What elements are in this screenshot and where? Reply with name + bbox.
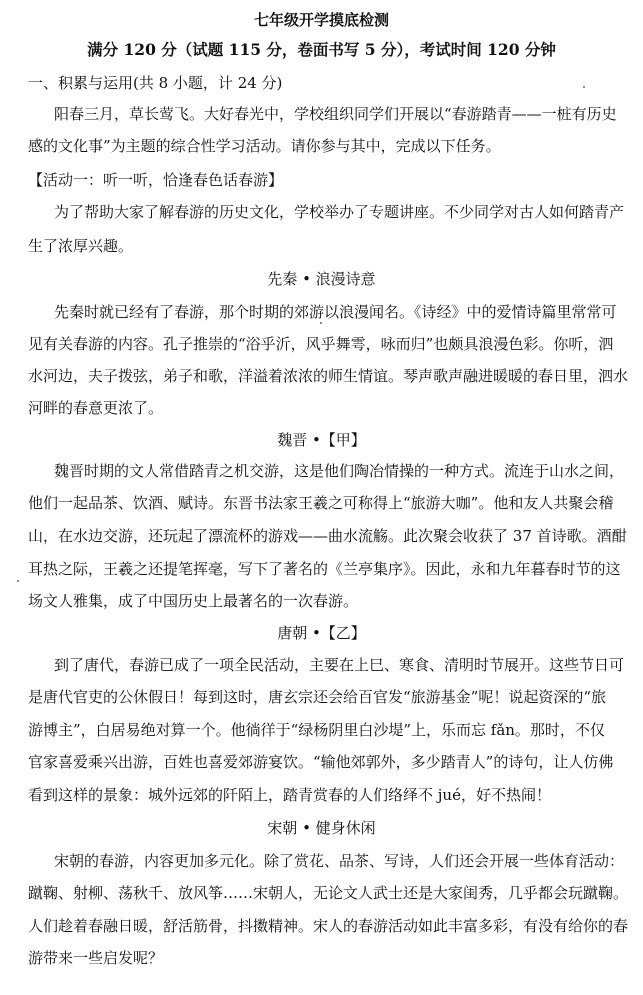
paragraph-line: 看到这样的景象：城外远郊的阡陌上，踏青赏春的人们络绎不 jué，好不热闹！ (28, 786, 551, 804)
paragraph-line: 官家喜爱乘兴出游，百姓也喜爱郊游宴饮。“输他郊郭外，多少踏青人”的诗句，让人仿佛 (28, 753, 614, 771)
era-heading: 宋朝 • 健身休闲 (267, 819, 376, 837)
paragraph-line: 魏晋时期的文人常借踏青之机交游，这是他们陶冶情操的一种方式。流连于山水之间， (54, 462, 625, 480)
paragraph-line: 是唐代官吏的公休假日！每到这时，唐玄宗还会给百官发“旅游基金”呢！说起资深的“旅 (28, 688, 607, 706)
paragraph-line: 游带来一些启发呢？ (28, 949, 164, 967)
scan-speck (583, 86, 585, 88)
paragraph-line: 阳春三月，草长莺飞。大好春光中，学校组织同学们开展以“春游踏青——一桩有历史 (54, 105, 617, 123)
paragraph-line: 到了唐代，春游已成了一项全民活动，主要在上巳、寒食、清明时节展开。这些节日可 (54, 656, 625, 674)
activity-heading: 【活动一：听一听，恰逢春色话春游】 (28, 171, 284, 189)
paragraph-line: 先秦时就已经有了春游，那个时期的郊游以浪漫闻名。《诗经》中的爱情诗篇里常常可 (54, 303, 617, 321)
scan-speck (17, 580, 19, 582)
paragraph-line: 河畔的春意更浓了。 (28, 399, 164, 417)
paragraph-line: 耳热之际，王羲之还提笔挥毫，写下了著名的《兰亭集序》。因此，永和九年暮春时节的这 (28, 560, 621, 578)
section-heading: 一、积累与运用(共 8 小题，计 24 分) (28, 74, 283, 92)
paragraph-line: 他们一起品茶、饮酒、赋诗。东晋书法家王羲之可称得上“旅游大咖”。他和友人共聚会稽 (28, 494, 614, 512)
paragraph-line: 生了浓厚兴趣。 (28, 237, 134, 255)
paragraph-line: 山，在水边交游，还玩起了漂流杯的游戏——曲水流觞。此次聚会收获了 37 首诗歌。酒酣 (28, 527, 627, 545)
paragraph-line: 场文人雅集，成了中国历史上最著名的一次春游。 (28, 592, 359, 610)
paragraph-line: 感的文化事”为主题的综合性学习活动。请你参与其中，完成以下任务。 (28, 137, 501, 155)
paragraph-line: 蹴鞠、射柳、荡秋千、放风筝……宋朝人，无论文人武士还是大家闺秀，几乎都会玩蹴鞠。 (28, 884, 629, 902)
era-heading: 魏晋 •【甲】 (277, 431, 366, 449)
paragraph-line: 宋朝的春游，内容更加多元化。除了赏花、品茶、写诗，人们还会开展一些体育活动： (54, 852, 625, 870)
document-subtitle: 满分 120 分（试题 115 分，卷面书写 5 分），考试时间 120 分钟 (87, 40, 556, 59)
era-heading: 唐朝 •【乙】 (277, 624, 366, 642)
era-heading: 先秦 • 浪漫诗意 (267, 270, 376, 288)
paragraph-line: 见有关春游的内容。孔子推崇的“浴乎沂，风乎舞雩，咏而归”也颇具浪漫色彩。你听，泗 (28, 335, 614, 353)
scan-speck (320, 322, 322, 324)
paragraph-line: 水河边，夫子拨弦，弟子和歌，洋溢着浓浓的师生情谊。琴声歌声融进暖暖的春日里，泗水 (28, 367, 629, 385)
paragraph-line: 为了帮助大家了解春游的历史文化，学校举办了专题讲座。不少同学对古人如何踏青产 (54, 203, 625, 221)
document-title: 七年级开学摸底检测 (253, 11, 389, 29)
paragraph-line: 游博主”，白居易绝对算一个。他徜徉于“绿杨阴里白沙堤”上，乐而忘 fǎn。那时，不仅 (28, 721, 605, 739)
paragraph-line: 人们趁着春融日暖，舒活筋骨，抖擞精神。宋人的春游活动如此丰富多彩，有没有给你的春 (28, 917, 629, 935)
